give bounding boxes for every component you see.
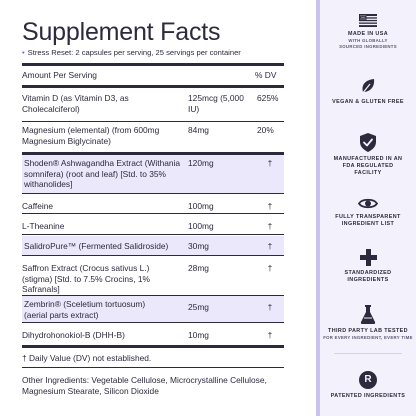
nutrient-name: Vitamin D (as Vitamin D3, as Cholecalciferol) [22,93,129,114]
nutrient-dv: † [267,263,273,273]
serving-info [22,48,241,57]
nutrient-row [22,92,284,118]
badge-label: STANDARDIZED INGREDIENTS [344,270,392,283]
footnote-rule [22,367,284,368]
footer-rule [22,345,284,348]
badge-divider [334,353,402,354]
dv-footnote: † Daily Value (DV) not established. [22,353,152,363]
nutrient-name: Magnesium (elemental) (from 600mg Magnesium Biglycinate) [22,125,160,146]
row-divider [22,234,284,235]
nutrient-dv: 625% [257,93,279,103]
nutrient-amount: 28mg [188,263,209,273]
badge-label: VEGAN & GLUTEN FREE [332,99,404,105]
badge-label: FULLY TRANSPARENT INGREDIENT LIST [335,214,401,227]
nutrient-dv: † [267,241,273,251]
registered-icon: R [359,371,377,389]
nutrient-name: SalidroPure™ (Fermented Salidroside) [24,241,169,251]
leaf-icon [360,78,376,95]
nutrient-amount: 125mcg (5,000 IU) [188,93,244,114]
row-divider [22,121,284,122]
badge-standardized [320,249,416,284]
nutrient-dv: † [267,330,273,340]
badge-vegan [320,78,416,106]
facts-title: Supplement Facts [22,18,221,46]
nutrient-row [22,324,284,344]
plus-icon [360,249,377,266]
nutrient-row [22,124,284,150]
header-amount: Amount Per Serving [22,70,97,80]
serving-bullet: • [22,48,25,57]
nutrient-name: L-Theanine [22,221,65,231]
badge-sublabel: FOR EVERY INGREDIENT, EVERY TIME [323,335,413,340]
badge-sublabel: WITH GLOBALLY SOURCED INGREDIENTS [339,38,397,49]
nutrient-name: Caffeine [22,201,54,211]
serving-text: Stress Reset: 2 capsules per serving, 25 servings per container [27,48,241,57]
us-flag-icon [359,14,377,27]
nutrient-row [22,155,284,194]
badge-label: MANUFACTURED IN AN FDA REGULATED FACILITY [333,156,403,176]
nutrient-name: Zembrin® (Sceletium tortuosum) (aerial parts extract) [24,299,146,320]
nutrient-dv: † [267,221,273,231]
nutrient-amount: 100mg [188,201,214,211]
other-ingredients: Other Ingredients: Vegetable Cellulose, Microcrystalline Cellulose, Magnesium Stearate, Silicon Dioxide [22,375,267,396]
flask-icon [360,305,376,324]
nutrient-amount: 84mg [188,125,209,135]
badge-patented [320,371,416,400]
badge-fda-facility [320,133,416,177]
nutrient-row [22,296,284,323]
nutrient-dv: † [267,302,273,312]
badge-transparent-list [320,197,416,228]
nutrient-row [22,214,284,235]
nutrient-amount: 10mg [188,330,209,340]
nutrient-dv: † [267,201,273,211]
nutrient-dv: † [267,158,273,168]
row-divider [22,322,284,323]
header-bottom-rule [22,85,284,88]
nutrient-name: Dihydrohonokiol-B (DHH-B) [22,330,125,340]
eye-icon [358,197,378,210]
header-rule [22,63,284,66]
nutrient-row [22,256,284,296]
header-dv: % DV [255,70,277,80]
nutrient-amount: 120mg [188,158,214,168]
nutrient-name: Shoden® Ashwagandha Extract (Withania somnifera) (root and leaf) [Std. to 35% withanolides] [24,158,181,190]
nutrient-row [22,236,284,256]
badge-lab-tested [320,305,416,341]
nutrient-amount: 25mg [188,302,209,312]
nutrient-name: Saffron Extract (Crocus sativus L.) (stigma) [Std. to 7.5% Crocins, 1% Safranals] [22,263,150,295]
badge-label: MADE IN USA [347,31,389,37]
nutrient-dv: 20% [257,125,274,135]
nutrient-row [22,194,284,214]
badges-panel [316,0,416,416]
badge-label: PATENTED INGREDIENTS [330,393,406,399]
nutrient-amount: 30mg [188,241,209,251]
badge-label: THIRD PARTY LAB TESTED [328,328,408,334]
nutrient-amount: 100mg [188,221,214,231]
badge-made-in-usa [320,14,416,50]
shield-check-icon [360,133,376,152]
